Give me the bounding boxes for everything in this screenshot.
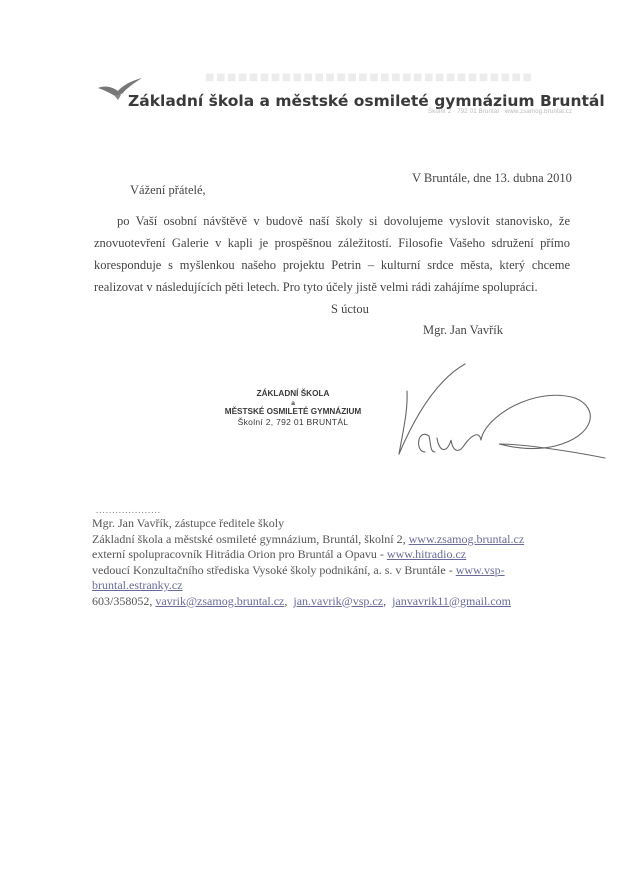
- footer-line-2: [92, 532, 562, 548]
- footer-contacts: [92, 516, 562, 609]
- letter-date: V Bruntále, dne 13. dubna 2010: [412, 171, 572, 185]
- footer-radio-text: externí spolupracovník Hitrádia Orion pro Bruntál a Opavu -: [92, 547, 387, 561]
- letter-body: [94, 210, 570, 298]
- page-title: Základní škola a městské osmileté gymnázium Bruntál: [128, 92, 605, 110]
- footer-line-3: [92, 547, 562, 563]
- letter-signer: Mgr. Jan Vavřík: [423, 323, 503, 337]
- header-subtitle: Školní 2 · 792 01 Bruntál · www.zsamog.bruntal.cz: [428, 109, 573, 115]
- letter-closing: S úctou: [331, 302, 369, 316]
- school-stamp: [218, 389, 368, 428]
- letter-greeting: Vážení přátelé,: [130, 183, 206, 197]
- vsp-website-link[interactable]: www.vsp-bruntal.estranky.cz: [92, 562, 505, 592]
- header-watermark: ■■■■■■■■■■■■■■■■■■■■■■■■■■■■■■: [205, 72, 534, 83]
- footer-vsp-text: vedoucí Konzultačního střediska Vysoké školy podnikání, a. s. v Bruntále -: [92, 562, 456, 577]
- letter-paragraph: po Vaší osobní návštěvě v budově naší školy si dovolujeme vyslovit stanovisko, že znovuotevření Galerie v kapli je prospěšnou záležitostí. Filosofie Vašeho sdružení přímo koresponduje s myšlenkou našeho projektu Petrin – kulturní srdce města, který chceme realizovat v následujících pěti letech. Pro tyto účely jistě velmi rádi zahájíme spolupráci.: [94, 214, 570, 294]
- handwritten-signature: [395, 356, 610, 466]
- footer-line-5: 603/358052, vavrik@zsamog.bruntal.cz, jan.vavrik@vsp.cz, janvavrik11@gmail.com: [92, 593, 511, 608]
- email-link-3[interactable]: janvavrik11@gmail.com: [392, 593, 511, 608]
- footer-line-4: [92, 563, 562, 594]
- stamp-line-1: ZÁKLADNÍ ŠKOLA: [256, 389, 330, 398]
- email-link-1[interactable]: vavrik@zsamog.bruntal.cz: [155, 593, 285, 608]
- stamp-line-4: Školní 2, 792 01 BRUNTÁL: [237, 417, 349, 427]
- stamp-line-2: a: [291, 399, 295, 407]
- footer-school-text: Základní škola a městské osmileté gymnázium, Bruntál, školní 2,: [92, 531, 409, 546]
- stamp-line-3: MĚSTSKÉ OSMILETÉ GYMNÁZIUM: [224, 406, 362, 416]
- school-website-link[interactable]: www.zsamog.bruntal.cz: [408, 531, 525, 546]
- radio-website-link[interactable]: www.hitradio.cz: [386, 547, 467, 561]
- footer-phone: 603/358052,: [92, 593, 156, 608]
- footer-line-1: Mgr. Jan Vavřík, zástupce ředitele školy: [92, 516, 285, 530]
- email-link-2[interactable]: jan.vavrik@vsp.cz: [293, 593, 384, 608]
- footer-separator: ....................: [96, 505, 161, 515]
